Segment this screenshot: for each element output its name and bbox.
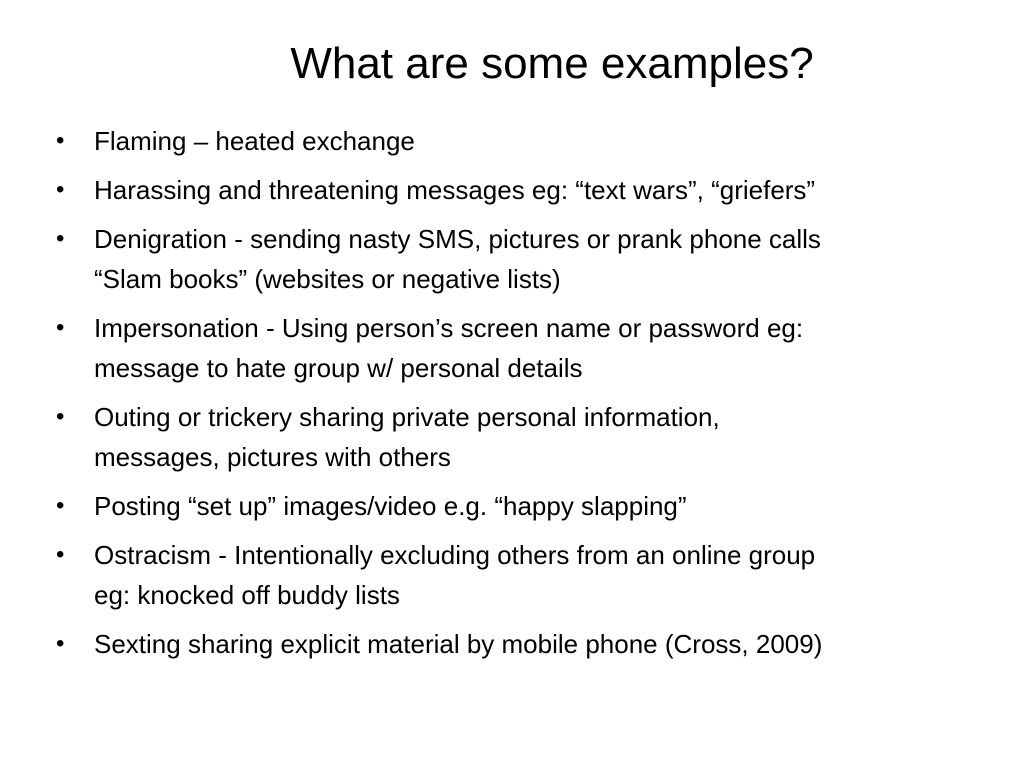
bullet-text: Sexting sharing explicit material by mobile phone (Cross, 2009): [94, 629, 823, 659]
bullet-item: [0, 308, 1024, 388]
bullet-item: [0, 170, 1024, 210]
bullet-item: [0, 219, 1024, 299]
bullet-text-continuation: eg: knocked off buddy lists: [94, 580, 400, 610]
bullet-item: [0, 624, 1024, 664]
bullet-text: Impersonation - Using person’s screen name or password eg:: [94, 313, 804, 343]
bullet-item: [0, 397, 1024, 477]
bullet-dot-icon: •: [56, 314, 65, 341]
bullet-text-continuation: “Slam books” (websites or negative lists): [94, 264, 561, 294]
slide-title: What are some examples?: [290, 39, 814, 88]
bullet-text: Denigration - sending nasty SMS, pictures or prank phone calls: [94, 224, 821, 254]
bullet-text: Posting “set up” images/video e.g. “happy slapping”: [94, 491, 687, 521]
bullet-text: Outing or trickery sharing private personal information,: [94, 402, 720, 432]
bullet-dot-icon: •: [56, 492, 65, 519]
bullet-text: Flaming – heated exchange: [94, 126, 415, 156]
bullet-dot-icon: •: [56, 127, 65, 154]
bullet-dot-icon: •: [56, 403, 65, 430]
bullet-dot-icon: •: [56, 630, 65, 657]
bullet-item: [0, 121, 1024, 161]
bullet-dot-icon: •: [56, 541, 65, 568]
bullet-item: [0, 486, 1024, 526]
bullet-text-continuation: messages, pictures with others: [94, 442, 451, 472]
bullet-dot-icon: •: [56, 176, 65, 203]
bullet-text: Harassing and threatening messages eg: “text wars”, “griefers”: [94, 175, 816, 205]
bullet-dot-icon: •: [56, 225, 65, 252]
bullet-text-continuation: message to hate group w/ personal details: [94, 353, 583, 383]
bullet-text: Ostracism - Intentionally excluding others from an online group: [94, 540, 816, 570]
bullet-list: [0, 121, 1024, 673]
bullet-item: [0, 535, 1024, 615]
